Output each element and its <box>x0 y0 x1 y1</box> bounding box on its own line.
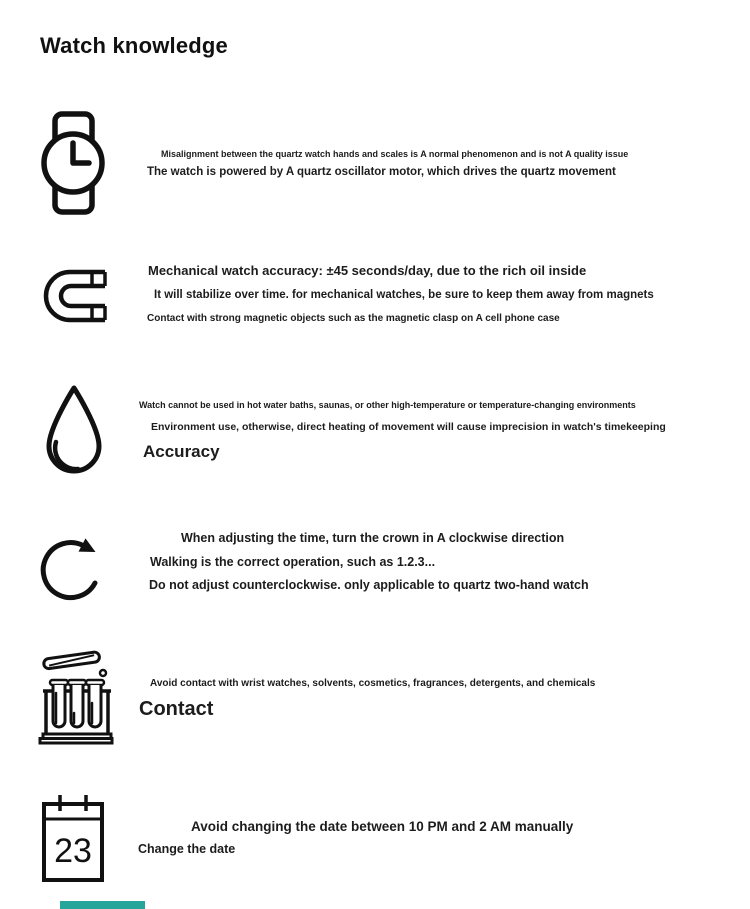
calendar-day-number: 23 <box>54 832 92 870</box>
test-tubes-icon <box>38 647 114 745</box>
section-keyword: Accuracy <box>143 442 220 461</box>
water-drop-icon <box>42 383 106 478</box>
section-line: When adjusting the time, turn the crown in A clockwise direction <box>181 531 565 545</box>
page-title: Watch knowledge <box>40 33 228 58</box>
section-line: Do not adjust counterclockwise. only applicable to quartz two-hand watch <box>149 578 589 592</box>
section-keyword: Contact <box>139 698 214 720</box>
section-line: Contact with strong magnetic objects such as the magnetic clasp on A cell phone case <box>147 313 560 324</box>
section-line: Avoid contact with wrist watches, solvents, cosmetics, fragrances, detergents, and chemicals <box>150 678 596 689</box>
section-line: The watch is powered by A quartz oscillator motor, which drives the quartz movement <box>147 166 616 178</box>
section-line: Environment use, otherwise, direct heating of movement will cause imprecision in watch's timekeeping <box>151 421 666 433</box>
section-line: Change the date <box>138 842 236 856</box>
clockwise-arrow-icon <box>40 526 108 608</box>
section-line: Watch cannot be used in hot water baths, saunas, or other high-temperature or temperature-changing environments <box>139 400 636 410</box>
section-line: Misalignment between the quartz watch hands and scales is A normal phenomenon and is not A quality issue <box>161 149 629 159</box>
section-line: Walking is the correct operation, such as 1.2.3... <box>150 555 436 569</box>
section-line: It will stabilize over time. for mechanical watches, be sure to keep them away from magnets <box>154 289 654 301</box>
magnet-icon <box>42 268 108 324</box>
accent-bar <box>60 901 145 909</box>
wristwatch-icon <box>40 111 106 215</box>
section-line: Avoid changing the date between 10 PM and 2 AM manually <box>191 819 574 834</box>
section-line: Mechanical watch accuracy: ±45 seconds/day, due to the rich oil inside <box>148 263 587 278</box>
calendar-icon <box>41 793 105 883</box>
